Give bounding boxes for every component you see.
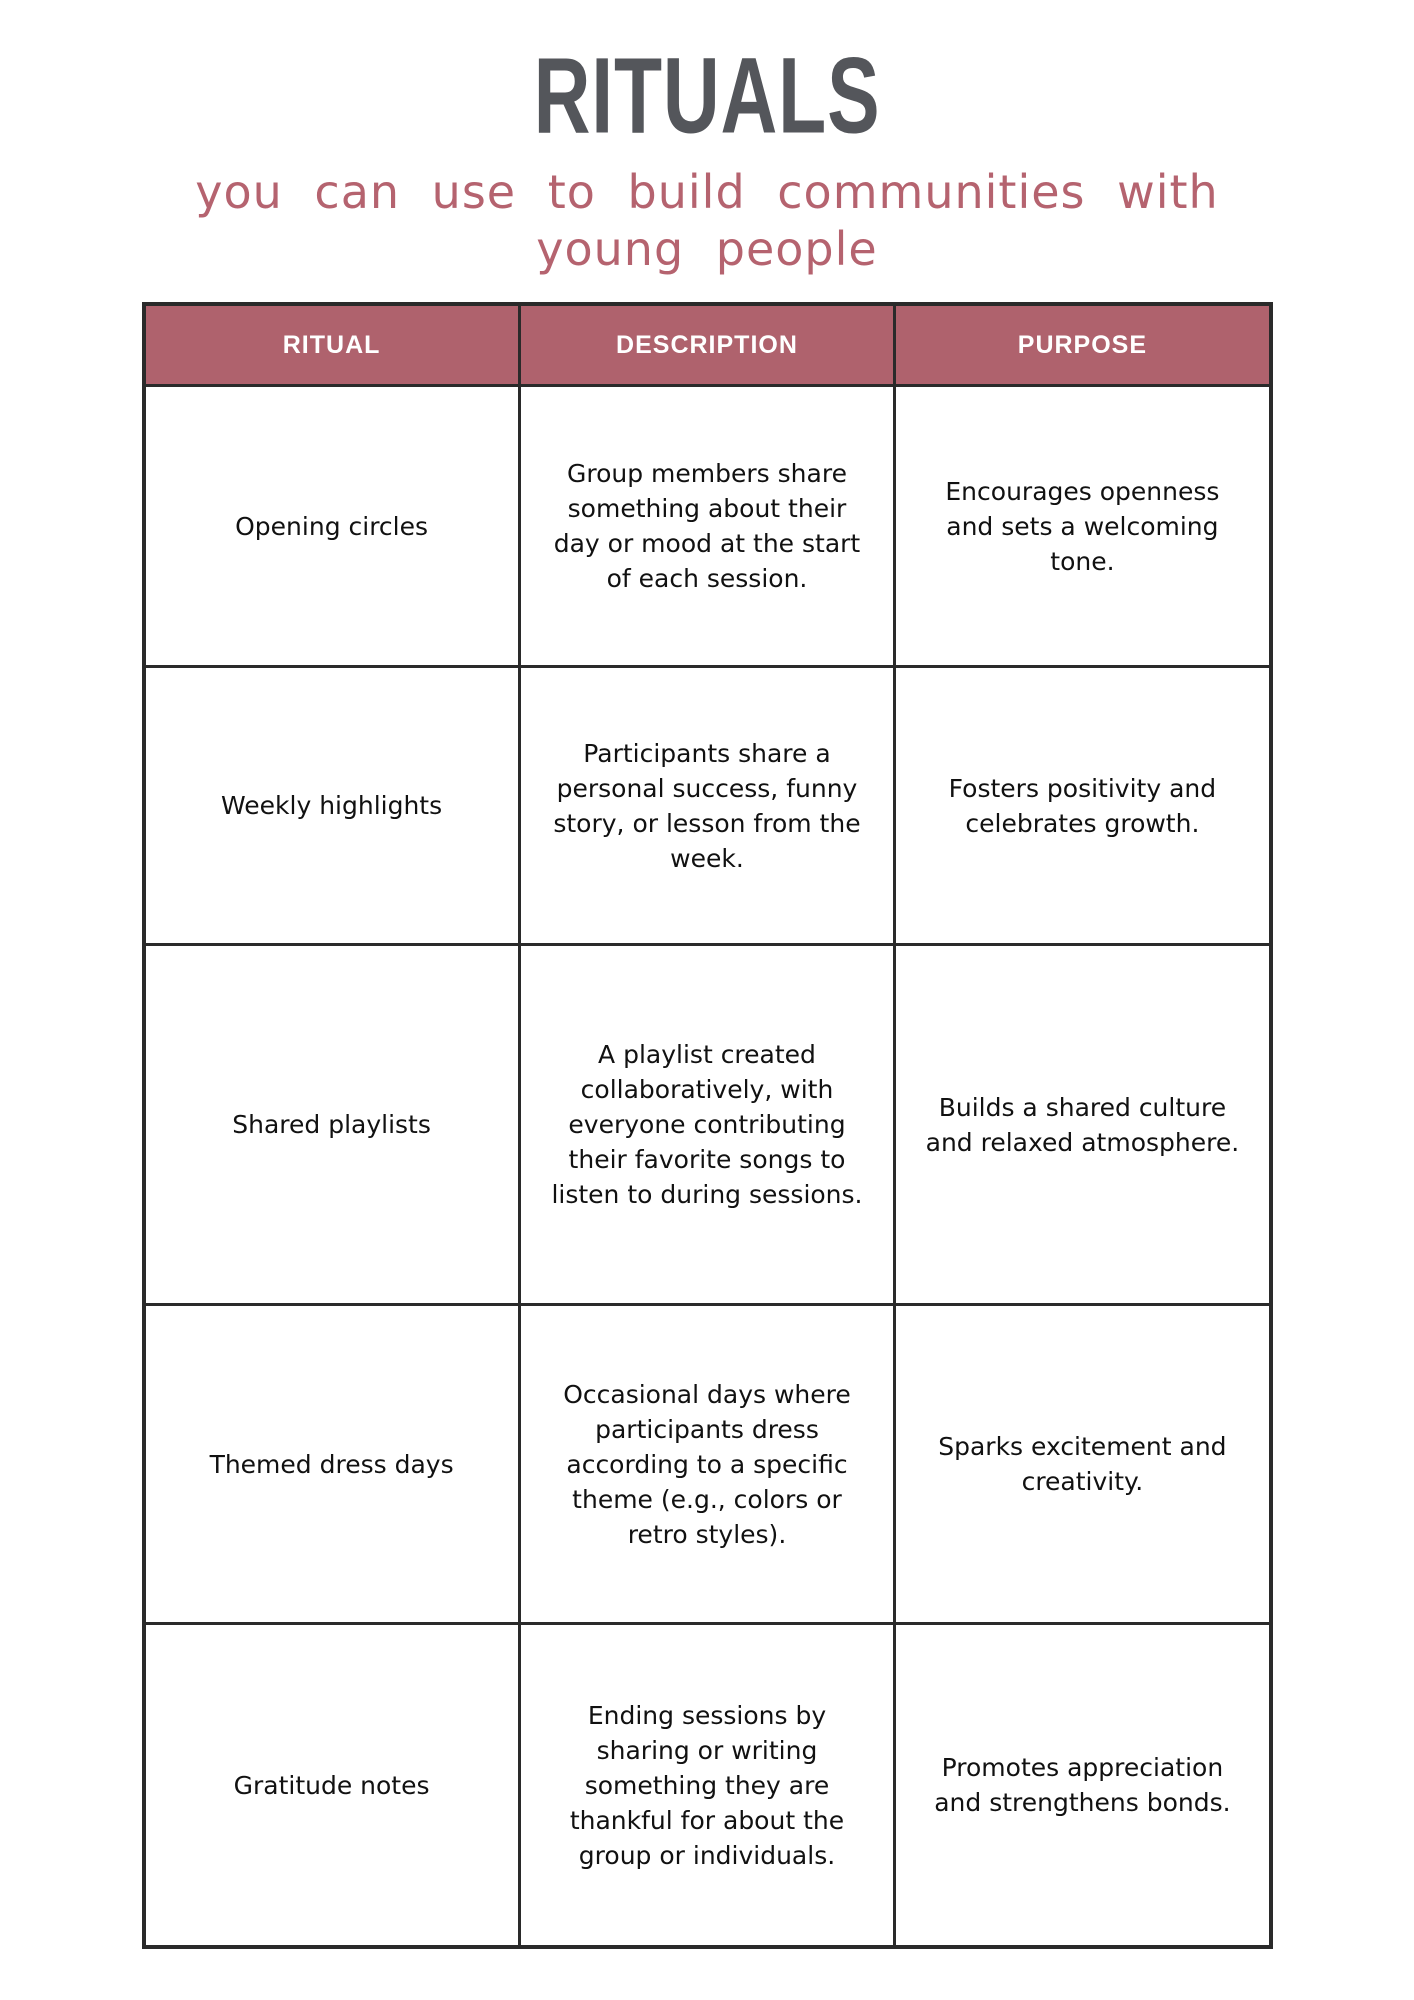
header-row: [144, 304, 1271, 386]
purpose-cell: Builds a shared culture and relaxed atmosphere.: [895, 945, 1271, 1305]
table-row: [144, 386, 1271, 667]
description-cell: Participants share a personal success, funny story, or lesson from the week.: [519, 667, 895, 945]
description-cell: Ending sessions by sharing or writing something they are thankful for about the group or individuals.: [519, 1624, 895, 1948]
subtitle-line-2: young people: [536, 222, 878, 276]
table-body: [144, 386, 1271, 1948]
table-row: [144, 945, 1271, 1305]
table-row: [144, 1305, 1271, 1624]
table-row: [144, 667, 1271, 945]
description-cell: A playlist created collaboratively, with everyone contributing their favorite songs to listen to during sessions.: [519, 945, 895, 1305]
column-header-purpose: PURPOSE: [895, 304, 1271, 386]
description-cell: Group members share something about their day or mood at the start of each session.: [519, 386, 895, 667]
ritual-cell: Weekly highlights: [144, 667, 520, 945]
purpose-cell: Promotes appreciation and strengthens bonds.: [895, 1624, 1271, 1948]
table-header: [144, 304, 1271, 386]
ritual-cell: Gratitude notes: [144, 1624, 520, 1948]
ritual-cell: Opening circles: [144, 386, 520, 667]
column-header-description: DESCRIPTION: [519, 304, 895, 386]
ritual-cell: Themed dress days: [144, 1305, 520, 1624]
purpose-cell: Fosters positivity and celebrates growth.: [895, 667, 1271, 945]
table-row: [144, 1624, 1271, 1948]
page-subtitle: [0, 164, 1414, 278]
subtitle-line-1: you can use to build communities with: [195, 165, 1219, 219]
purpose-cell: Encourages openness and sets a welcoming tone.: [895, 386, 1271, 667]
ritual-cell: Shared playlists: [144, 945, 520, 1305]
page-title: RITUALS: [533, 36, 881, 157]
purpose-cell: Sparks excitement and creativity.: [895, 1305, 1271, 1624]
description-cell: Occasional days where participants dress according to a specific theme (e.g., colors or retro styles).: [519, 1305, 895, 1624]
rituals-table: [142, 302, 1273, 1949]
column-header-ritual: RITUAL: [144, 304, 520, 386]
